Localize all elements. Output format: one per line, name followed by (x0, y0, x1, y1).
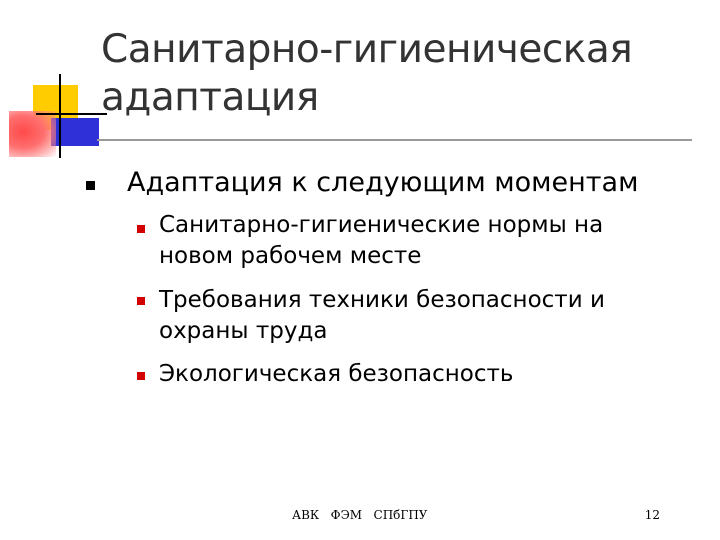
sub-bullet-square-icon (137, 297, 145, 305)
decorative-vertical-line (59, 74, 61, 158)
sub-bullet-text: Экологическая безопасность (159, 361, 514, 387)
bullet-square-icon (86, 181, 95, 190)
bullet-text: Адаптация к следующим моментам (127, 167, 639, 198)
decorative-horizontal-line (36, 113, 107, 115)
slide-title: Санитарно-гигиеническая адаптация (101, 27, 633, 120)
decorative-red-square (9, 111, 56, 157)
title-underline-rule (97, 139, 692, 141)
sub-bullet-square-icon (137, 372, 145, 380)
sub-bullet-text: Требования техники безопасности и охраны труда (159, 287, 605, 344)
sub-bullet-text: Санитарно-гигиенические нормы на новом рабочем месте (159, 212, 604, 269)
sub-bullet-square-icon (137, 225, 145, 233)
slide-footer: АВК ФЭМ СПбГПУ (292, 508, 428, 522)
slide-number: 12 (644, 508, 660, 522)
